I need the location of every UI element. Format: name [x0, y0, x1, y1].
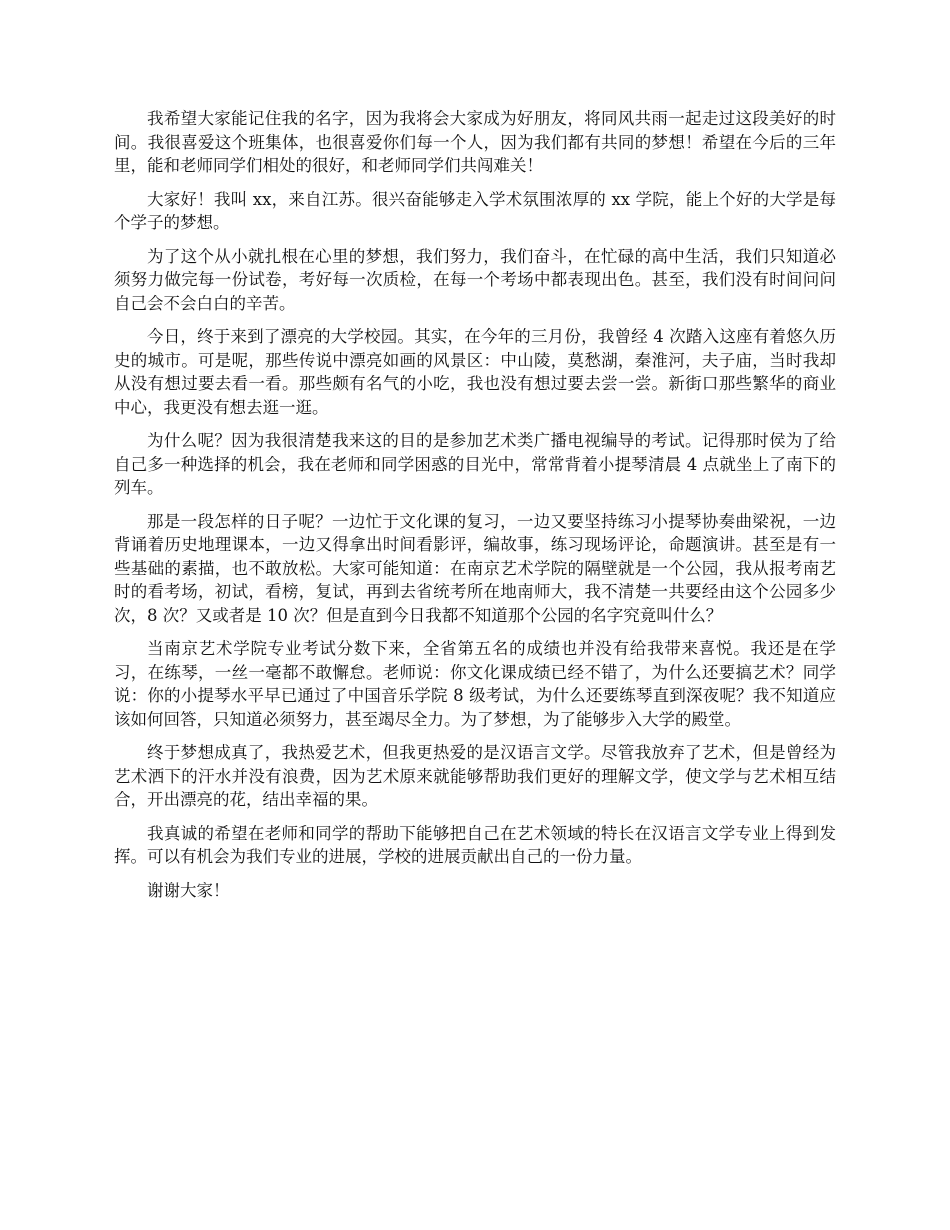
paragraph-4: 今日，终于来到了漂亮的大学校园。其实，在今年的三月份，我曾经 4 次踏入这座有着悠久历史的城市。可是呢，那些传说中漂亮如画的风景区：中山陵，莫愁湖，秦淮河，夫子庙，当时我却从没有想过要去看一看。那些颇有名气的小吃，我也没有想过要去尝一尝。新街口那些繁华的商业中心，我更没有想去逛一逛。: [114, 327, 836, 417]
paragraph-1: 我希望大家能记住我的名字，因为我将会大家成为好朋友，将同风共雨一起走过这段美好的时间。我很喜爱这个班集体，也很喜爱你们每一个人，因为我们都有共同的梦想！希望在今后的三年里，能和老师同学们相处的很好，和老师同学们共闯难关！: [114, 109, 836, 175]
paragraph-3: 为了这个从小就扎根在心里的梦想，我们努力，我们奋斗，在忙碌的高中生活，我们只知道必须努力做完每一份试卷，考好每一次质检，在每一个考场中都表现出色。甚至，我们没有时间问问自己会不会白白的辛苦。: [114, 246, 836, 313]
paragraph-7: 当南京艺术学院专业考试分数下来，全省第五名的成绩也并没有给我带来喜悦。我还是在学习，在练琴，一丝一毫都不敢懈怠。老师说：你文化课成绩已经不错了，为什么还要搞艺术？同学说：你的小提琴水平早已通过了中国音乐学院 8 级考试，为什么还要练琴直到深夜呢？我不知道应该如何回答，只知道必须努力，甚至竭尽全力。为了梦想，为了能够步入大学的殿堂。: [114, 639, 836, 729]
document-body: [114, 107, 836, 902]
paragraph-8: 终于梦想成真了，我热爱艺术，但我更热爱的是汉语言文学。尽管我放弃了艺术，但是曾经为艺术洒下的汗水并没有浪费，因为艺术原来就能够帮助我们更好的理解文学，使文学与艺术相互结合，开出漂亮的花，结出幸福的果。: [114, 743, 836, 809]
paragraph-2: 大家好！我叫 xx，来自江苏。很兴奋能够走入学术氛围浓厚的 xx 学院，能上个好的大学是每个学子的梦想。: [114, 189, 836, 232]
paragraph-5: 为什么呢？因为我很清楚我来这的目的是参加艺术类广播电视编导的考试。记得那时侯为了给自己多一种选择的机会，我在老师和同学困惑的目光中，常常背着小提琴清晨 4 点就坐上了南下的列车。: [114, 431, 836, 497]
paragraph-6: 那是一段怎样的日子呢？一边忙于文化课的复习，一边又要坚持练习小提琴协奏曲梁祝，一边背诵着历史地理课本，一边又得拿出时间看影评，编故事，练习现场评论，命题演讲。甚至是有一些基础的素描，也不敢放松。大家可能知道：在南京艺术学院的隔壁就是一个公园，我从报考南艺时的看考场，初试，看榜，复试，再到去省统考所在地南师大，我不清楚一共要经由这个公园多少次，8 次？又或者是 10 次？但是直到今日我都不知道那个公园的名字究竟叫什么？: [114, 511, 836, 625]
paragraph-9: 我真诚的希望在老师和同学的帮助下能够把自己在艺术领域的特长在汉语言文学专业上得到发挥。可以有机会为我们专业的进展，学校的进展贡献出自己的一份力量。: [114, 823, 836, 866]
closing-line: 谢谢大家！: [147, 880, 230, 900]
